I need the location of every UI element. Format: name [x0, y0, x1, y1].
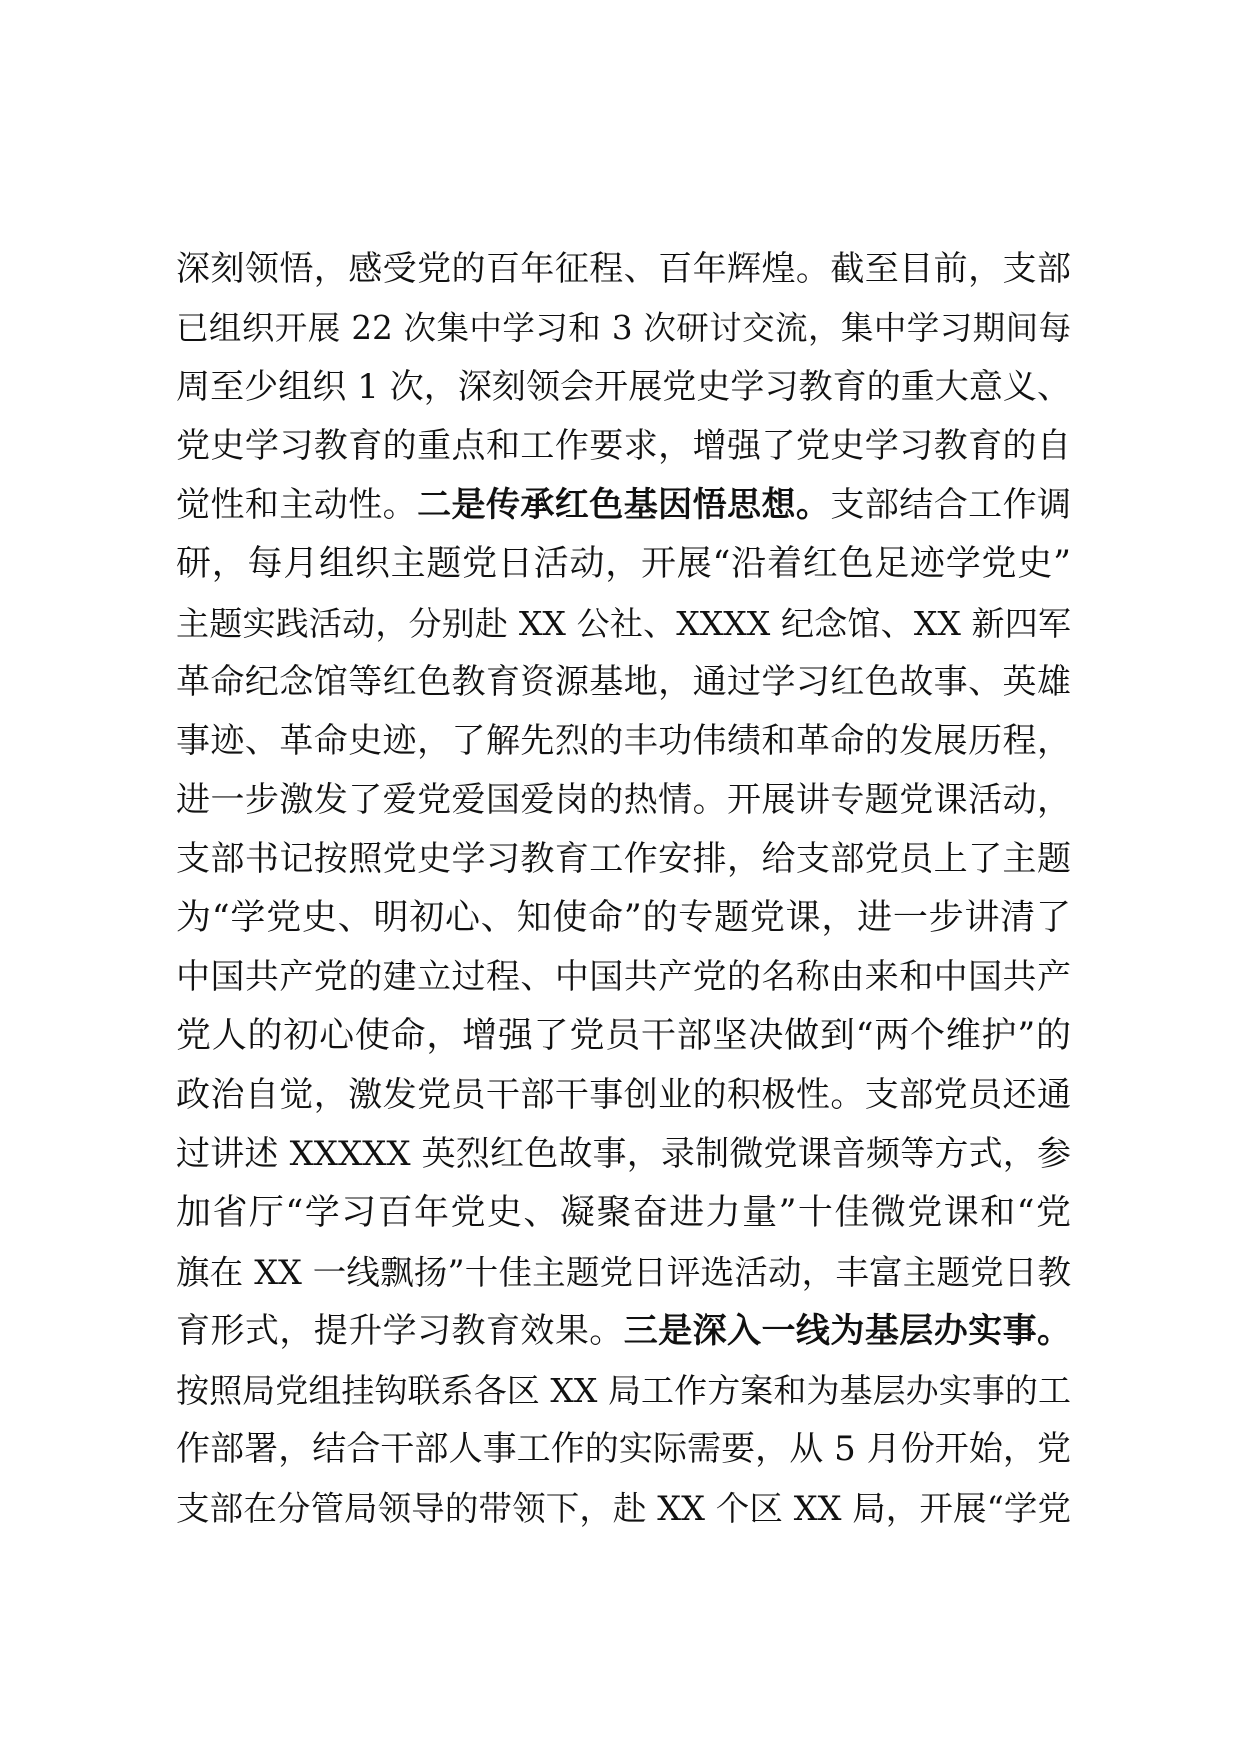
text-line: [176, 1420, 1071, 1479]
text-run: 支部在分管局领导的带领下，赴 XX 个区 XX 局，开展“学党: [176, 1489, 1071, 1528]
text-run: 主题实践活动，分别赴 XX 公社、XXXX 纪念馆、XX 新四军: [176, 604, 1071, 643]
text-line: [176, 889, 1071, 948]
text-line: [176, 476, 1071, 535]
text-line: [176, 240, 1071, 299]
text-run: 支部书记按照党史学习教育工作安排，给支部党员上了主题: [176, 839, 1071, 879]
text-line: [176, 1066, 1071, 1125]
bold-heading-two: 二是传承红色基因悟思想。: [417, 485, 831, 525]
text-line: [176, 535, 1071, 594]
text-run: 进一步激发了爱党爱国爱岗的热情。开展讲专题党课活动，: [176, 780, 1071, 820]
text-run: 事迹、革命史迹，了解先烈的丰功伟绩和革命的发展历程，: [176, 721, 1071, 761]
text-run: 已组织开展 22 次集中学习和 3 次研讨交流，集中学习期间每: [176, 309, 1071, 347]
text-run: 周至少组织 1 次，深刻领会开展党史学习教育的重大意义、: [176, 367, 1071, 407]
text-line: [176, 299, 1071, 358]
text-run: 中国共产党的建立过程、中国共产党的名称由来和中国共产: [176, 957, 1071, 997]
text-run: 加省厅“学习百年党史、凝聚奋进力量”十佳微党课和“党: [176, 1193, 1071, 1233]
text-line: [176, 417, 1071, 476]
text-line: [176, 771, 1071, 830]
text-run: 作部署，结合干部人事工作的实际需要，从 5 月份开始，党: [176, 1429, 1071, 1469]
text-line: [176, 1007, 1071, 1066]
text-line: [176, 1184, 1071, 1243]
text-run: 党史学习教育的重点和工作要求，增强了党史学习教育的自: [176, 426, 1071, 466]
text-run: 研，每月组织主题党日活动，开展“沿着红色足迹学党史”: [176, 544, 1071, 584]
text-line: [176, 712, 1071, 771]
text-line: [176, 358, 1071, 417]
text-line: [176, 1361, 1071, 1420]
text-run: 党人的初心使命，增强了党员干部坚决做到“两个维护”的: [176, 1016, 1071, 1056]
text-run: 按照局党组挂钩联系各区 XX 局工作方案和为基层办实事的工: [176, 1371, 1071, 1410]
text-run: 革命纪念馆等红色教育资源基地，通过学习红色故事、英雄: [176, 662, 1071, 702]
text-line: [176, 653, 1071, 712]
text-line: [176, 1302, 1071, 1361]
text-run: 育形式，提升学习教育效果。: [176, 1311, 624, 1351]
body-paragraph: [176, 240, 1071, 1538]
text-line: [176, 1479, 1071, 1538]
text-run: 过讲述 XXXXX 英烈红色故事，录制微党课音频等方式，参: [176, 1134, 1071, 1174]
text-line: [176, 830, 1071, 889]
text-line: [176, 948, 1071, 1007]
text-run: 政治自觉，激发党员干部干事创业的积极性。支部党员还通: [176, 1075, 1071, 1115]
text-run: 旗在 XX 一线飘扬”十佳主题党日评选活动，丰富主题党日教: [176, 1253, 1071, 1292]
bold-heading-three: 三是深入一线为基层办实事。: [623, 1311, 1071, 1351]
text-line: [176, 594, 1071, 653]
text-run: 深刻领悟，感受党的百年征程、百年辉煌。截至目前，支部: [176, 249, 1071, 289]
text-line: [176, 1243, 1071, 1302]
text-run: 为“学党史、明初心、知使命”的专题党课，进一步讲清了: [176, 898, 1071, 938]
text-run: 支部结合工作调: [830, 485, 1071, 525]
text-run: 觉性和主动性。: [176, 485, 418, 525]
text-line: [176, 1125, 1071, 1184]
